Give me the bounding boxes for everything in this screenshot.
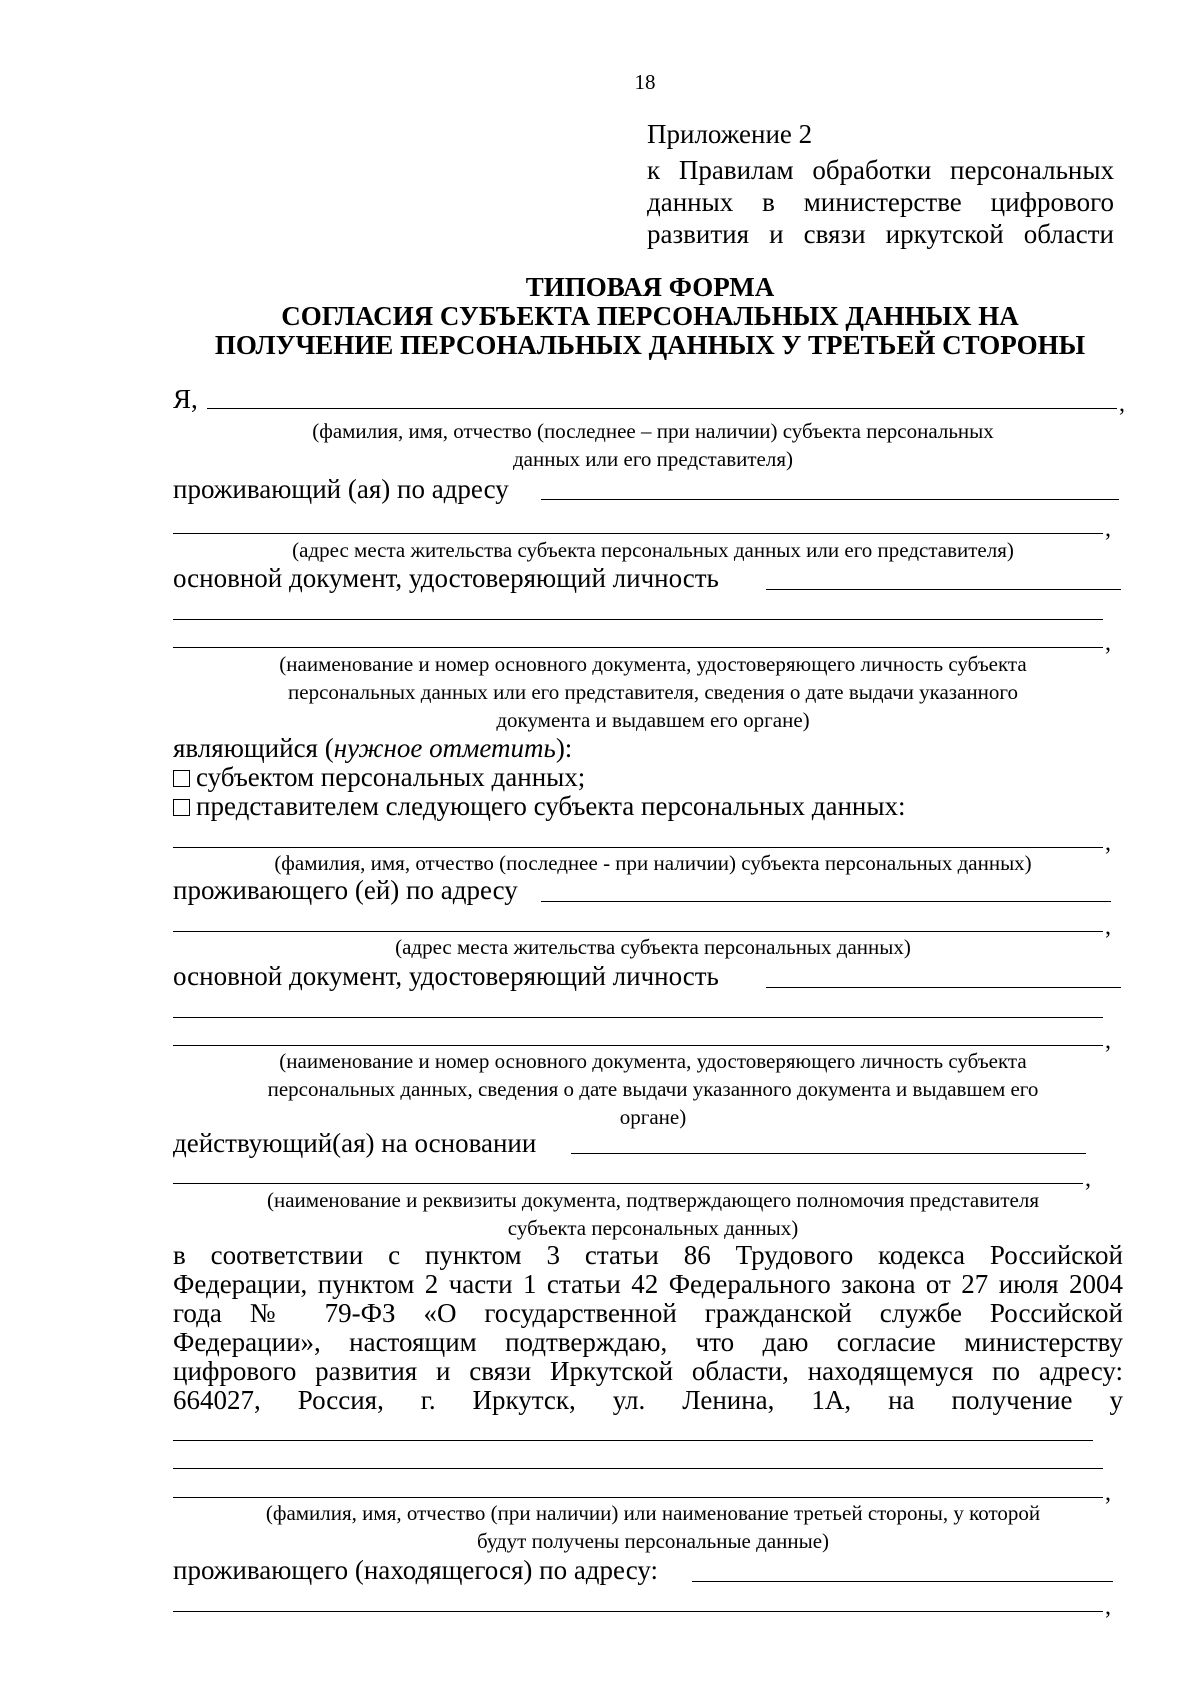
checkbox-icon[interactable] (173, 770, 190, 787)
appendix-line: к Правилам обработки персональных (647, 155, 1114, 185)
subject-address-input-line[interactable] (541, 901, 1111, 902)
note-basis: (наименование и реквизиты документа, подтверждающего полномочия представителя субъекта персональных данных) (266, 1188, 1039, 1240)
third-party-address-input-line-2[interactable] (173, 1611, 1103, 1612)
subject-doc-input-line-3[interactable] (173, 1045, 1103, 1046)
note-fio-subject: (фамилия, имя, отчество (последнее - при наличии) субъекта персональных данных) (274, 851, 1032, 875)
subject-address-label: проживающего (ей) по адресу (173, 875, 518, 905)
doc-input-line-3[interactable] (173, 647, 1103, 648)
subject-fio-input-line[interactable] (173, 847, 1103, 848)
third-party-input-line[interactable] (173, 1440, 1093, 1441)
basis-input-line[interactable] (571, 1153, 1086, 1154)
checkbox-icon[interactable] (173, 799, 190, 816)
comma: , (1105, 630, 1111, 656)
basis-label: действующий(ая) на основании (173, 1128, 537, 1158)
form-title: ТИПОВАЯ ФОРМА СОГЛАСИЯ СУБЪЕКТА ПЕРСОНАЛЬНЫХ ДАННЫХ НА ПОЛУЧЕНИЕ ПЕРСОНАЛЬНЫХ ДАННЫХ У ТРЕТЬЕЙ СТОРОНЫ (214, 272, 1086, 360)
comma: , (1105, 830, 1111, 856)
fio-input-line[interactable] (207, 408, 1117, 409)
note-doc: (наименование и номер основного документа, удостоверяющего личность субъекта персональных данных или его представителя, сведения о дате выдачи указанного документа и выдавшем его органе) (279, 652, 1027, 732)
third-party-input-line-3[interactable] (173, 1497, 1103, 1498)
comma: , (1105, 914, 1111, 940)
third-party-address-label: проживающего (находящегося) по адресу: (173, 1555, 658, 1585)
third-party-address-input-line[interactable] (692, 1581, 1113, 1582)
doc-label: основной документ, удостоверяющий личность (173, 563, 719, 593)
note-address: (адрес места жительства субъекта персональных данных или его представителя) (292, 538, 1014, 562)
being-label: являющийся (нужное отметить): (173, 733, 573, 763)
address-input-line-2[interactable] (173, 533, 1103, 534)
comma: , (1105, 516, 1111, 542)
appendix-line: данных в министерстве цифрового (647, 187, 1114, 217)
doc-input-line-2[interactable] (173, 619, 1103, 620)
note-third-party: (фамилия, имя, отчество (при наличии) или наименование третьей стороны, у которой будут получены персональные данные) (265, 1501, 1041, 1553)
comma: , (1105, 1028, 1111, 1054)
address-label: проживающий (ая) по адресу (173, 474, 509, 504)
i-label: Я, (173, 384, 198, 414)
note-fio: (фамилия, имя, отчество (последнее – при наличии) субъекта персональных данных или его представителя) (312, 419, 994, 471)
address-input-line[interactable] (541, 499, 1119, 500)
basis-input-line-2[interactable] (173, 1183, 1083, 1184)
appendix-title: Приложение 2 (647, 119, 813, 149)
comma: , (1119, 391, 1125, 417)
appendix-line: развития и связи иркутской области (647, 219, 1114, 249)
subject-doc-input-line[interactable] (766, 987, 1121, 988)
comma: , (1105, 1594, 1111, 1620)
consent-text: в соответствии с пунктом 3 статьи 86 Трудового кодекса Российской Федерации, пунктом 2 части 1 статьи 42 Федерального закона от 27 июля 2004 года № 79-ФЗ «О государственной гражданской службе Российской Федерации», настоящим подтверждаю, что даю согласие министерству цифрового развития и связи Иркутской области, находящемуся по адресу: 664027, Россия, г. Иркутск, ул. Ленина, 1А, на получение у (173, 1240, 1123, 1415)
option-representative[interactable]: представителем следующего субъекта персональных данных: (173, 791, 906, 821)
third-party-input-line-2[interactable] (173, 1468, 1103, 1469)
doc-input-line[interactable] (766, 589, 1121, 590)
page-number: 18 (634, 70, 656, 94)
comma: , (1105, 1480, 1111, 1506)
comma: , (1085, 1166, 1091, 1192)
option-subject[interactable]: субъектом персональных данных; (173, 762, 585, 792)
note-subject-doc: (наименование и номер основного документа, удостоверяющего личность субъекта персональных данных, сведения о дате выдачи указанного документа и выдавшем его органе) (267, 1049, 1039, 1129)
subject-address-input-line-2[interactable] (173, 931, 1103, 932)
subject-doc-label: основной документ, удостоверяющий личность (173, 961, 719, 991)
note-subject-address: (адрес места жительства субъекта персональных данных) (395, 935, 911, 959)
subject-doc-input-line-2[interactable] (173, 1017, 1103, 1018)
